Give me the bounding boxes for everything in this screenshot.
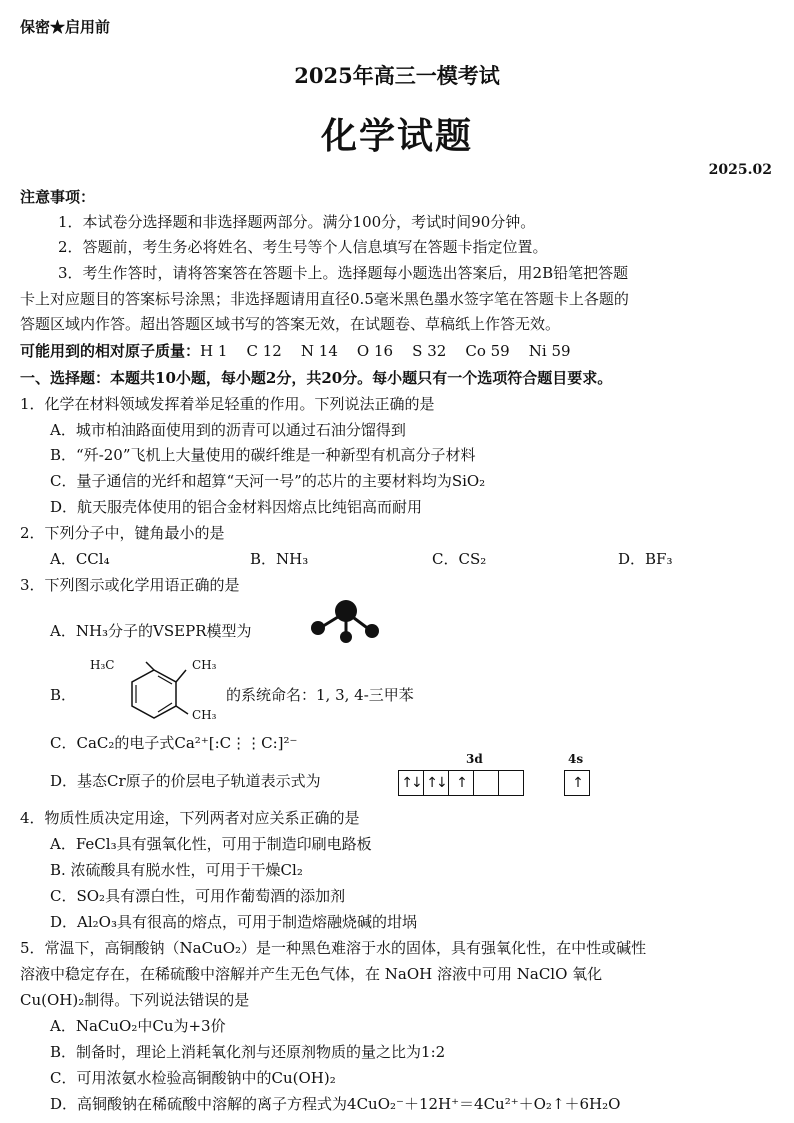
notice-item-2: 2．答题前，考生务必将姓名、考生号等个人信息填写在答题卡指定位置。 (58, 238, 548, 256)
q1-stem: 1．化学在材料领域发挥着举足轻重的作用。下列说法正确的是 (20, 395, 435, 413)
q4-option-c: C．SO₂具有漂白性，可用作葡萄酒的添加剂 (50, 887, 346, 905)
q2-option-a: A．CCl₄ (50, 550, 110, 568)
q5-option-a: A．NaCuO₂中Cu为+3价 (50, 1017, 226, 1035)
q1-option-d: D．航天服壳体使用的铝合金材料因熔点比纯铝高而耐用 (50, 498, 423, 516)
orbital-3d-cell: ↑ (449, 771, 474, 795)
q5-stem-line2: 溶液中稳定存在，在稀硫酸中溶解并产生无色气体，在 NaOH 溶液中可用 NaClO 氧化 (20, 965, 603, 983)
orbital-3d-cell (499, 771, 523, 795)
orbital-4s-label: 4s (568, 752, 584, 766)
q3-option-b-label: B． (50, 686, 77, 704)
q5-stem-line3: Cu(OH)₂制得。下列说法错误的是 (20, 991, 250, 1009)
orbital-4s-cell: ↑ (572, 775, 582, 791)
q3-option-a: A．NH₃分子的VSEPR模型为 (50, 622, 252, 640)
ch3-label-2: CH₃ (192, 658, 217, 672)
q5-option-d: D．高铜酸钠在稀硫酸中溶解的离子方程式为4CuO₂⁻＋12H⁺＝4Cu²⁺＋O₂↑＋6H₂O (50, 1095, 621, 1113)
q3-option-b-text: 的系统命名：1, 3, 4-三甲苯 (226, 686, 414, 704)
q1-option-c: C．量子通信的光纤和超算“天河一号”的芯片的主要材料均为SiO₂ (50, 472, 486, 490)
q2-option-d: D．BF₃ (618, 550, 673, 568)
orbital-3d-label: 3d (466, 752, 483, 766)
q4-option-b: B. 浓硫酸具有脱水性，可用于干燥Cl₂ (50, 861, 303, 879)
atomic-masses-label: 可能用到的相对原子质量： (20, 342, 201, 360)
page-title: 化学试题 (320, 115, 473, 157)
q4-stem: 4．物质性质决定用途，下列两者对应关系正确的是 (20, 809, 360, 827)
notice-item-1: 1．本试卷分选择题和非选择题两部分。满分100分，考试时间90分钟。 (58, 213, 536, 231)
ch3-label-3: CH₃ (192, 708, 217, 722)
exam-date: 2025.02 (708, 162, 772, 178)
q2-option-c: C．CS₂ (432, 550, 487, 568)
q2-stem: 2．下列分子中，键角最小的是 (20, 524, 225, 542)
notice-item-3-line1: 3．考生作答时，请将答案答在答题卡上。选择题每小题选出答案后，用2B铅笔把答题 (58, 264, 629, 282)
atomic-masses (20, 340, 571, 361)
q5-option-c: C．可用浓氨水检验高铜酸钠中的Cu(OH)₂ (50, 1069, 336, 1087)
q5-option-b: B．制备时，理论上消耗氧化剂与还原剂物质的量之比为1:2 (50, 1043, 446, 1061)
ch3-label-1: H₃C (90, 658, 115, 672)
notice-title: 注意事项： (20, 188, 96, 206)
q2-option-b: B．NH₃ (250, 550, 309, 568)
section1-heading: 一、选择题：本题共10小题，每小题2分，共20分。每小题只有一个选项符合题目要求。 (20, 369, 613, 387)
orbital-3d-boxes (398, 770, 524, 796)
vsepr-model-icon (306, 598, 384, 644)
q1-option-b: B．“歼-20”飞机上大量使用的碳纤维是一种新型有机高分子材料 (50, 446, 476, 464)
orbital-3d-cell (474, 771, 499, 795)
confidential-mark: 保密★启用前 (20, 18, 111, 36)
orbital-4s-box (564, 770, 590, 796)
orbital-3d-cell: ↑↓ (424, 771, 449, 795)
q4-option-a: A．FeCl₃具有强氧化性，可用于制造印刷电路板 (50, 835, 372, 853)
notice-item-3-line3: 答题区域内作答。超出答题区域书写的答案无效，在试题卷、草稿纸上作答无效。 (20, 315, 561, 333)
orbital-3d-cell: ↑↓ (399, 771, 424, 795)
q3-stem: 3．下列图示或化学用语正确的是 (20, 576, 240, 594)
q5-stem-line1: 5．常温下，高铜酸钠（NaCuO₂）是一种黑色难溶于水的固体，具有强氧化性，在中性或碱性 (20, 939, 647, 957)
q3-option-c: C．CaC₂的电子式Ca²⁺[:C⋮⋮C:]²⁻ (50, 734, 298, 752)
q3-option-d: D．基态Cr原子的价层电子轨道表示式为 (50, 772, 321, 790)
q1-option-a: A．城市柏油路面使用到的沥青可以通过石油分馏得到 (50, 421, 406, 439)
q4-option-d: D．Al₂O₃具有很高的熔点，可用于制造熔融烧碱的坩埚 (50, 913, 417, 931)
exam-name: 2025年高三一模考试 (294, 63, 500, 88)
atomic-masses-values: H 1 C 12 N 14 O 16 S 32 Co 59 Ni 59 (200, 342, 571, 360)
notice-item-3-line2: 卡上对应题目的答案标号涂黑；非选择题请用直径0.5毫米黑色墨水签字笔在答题卡上各题的 (20, 290, 629, 308)
